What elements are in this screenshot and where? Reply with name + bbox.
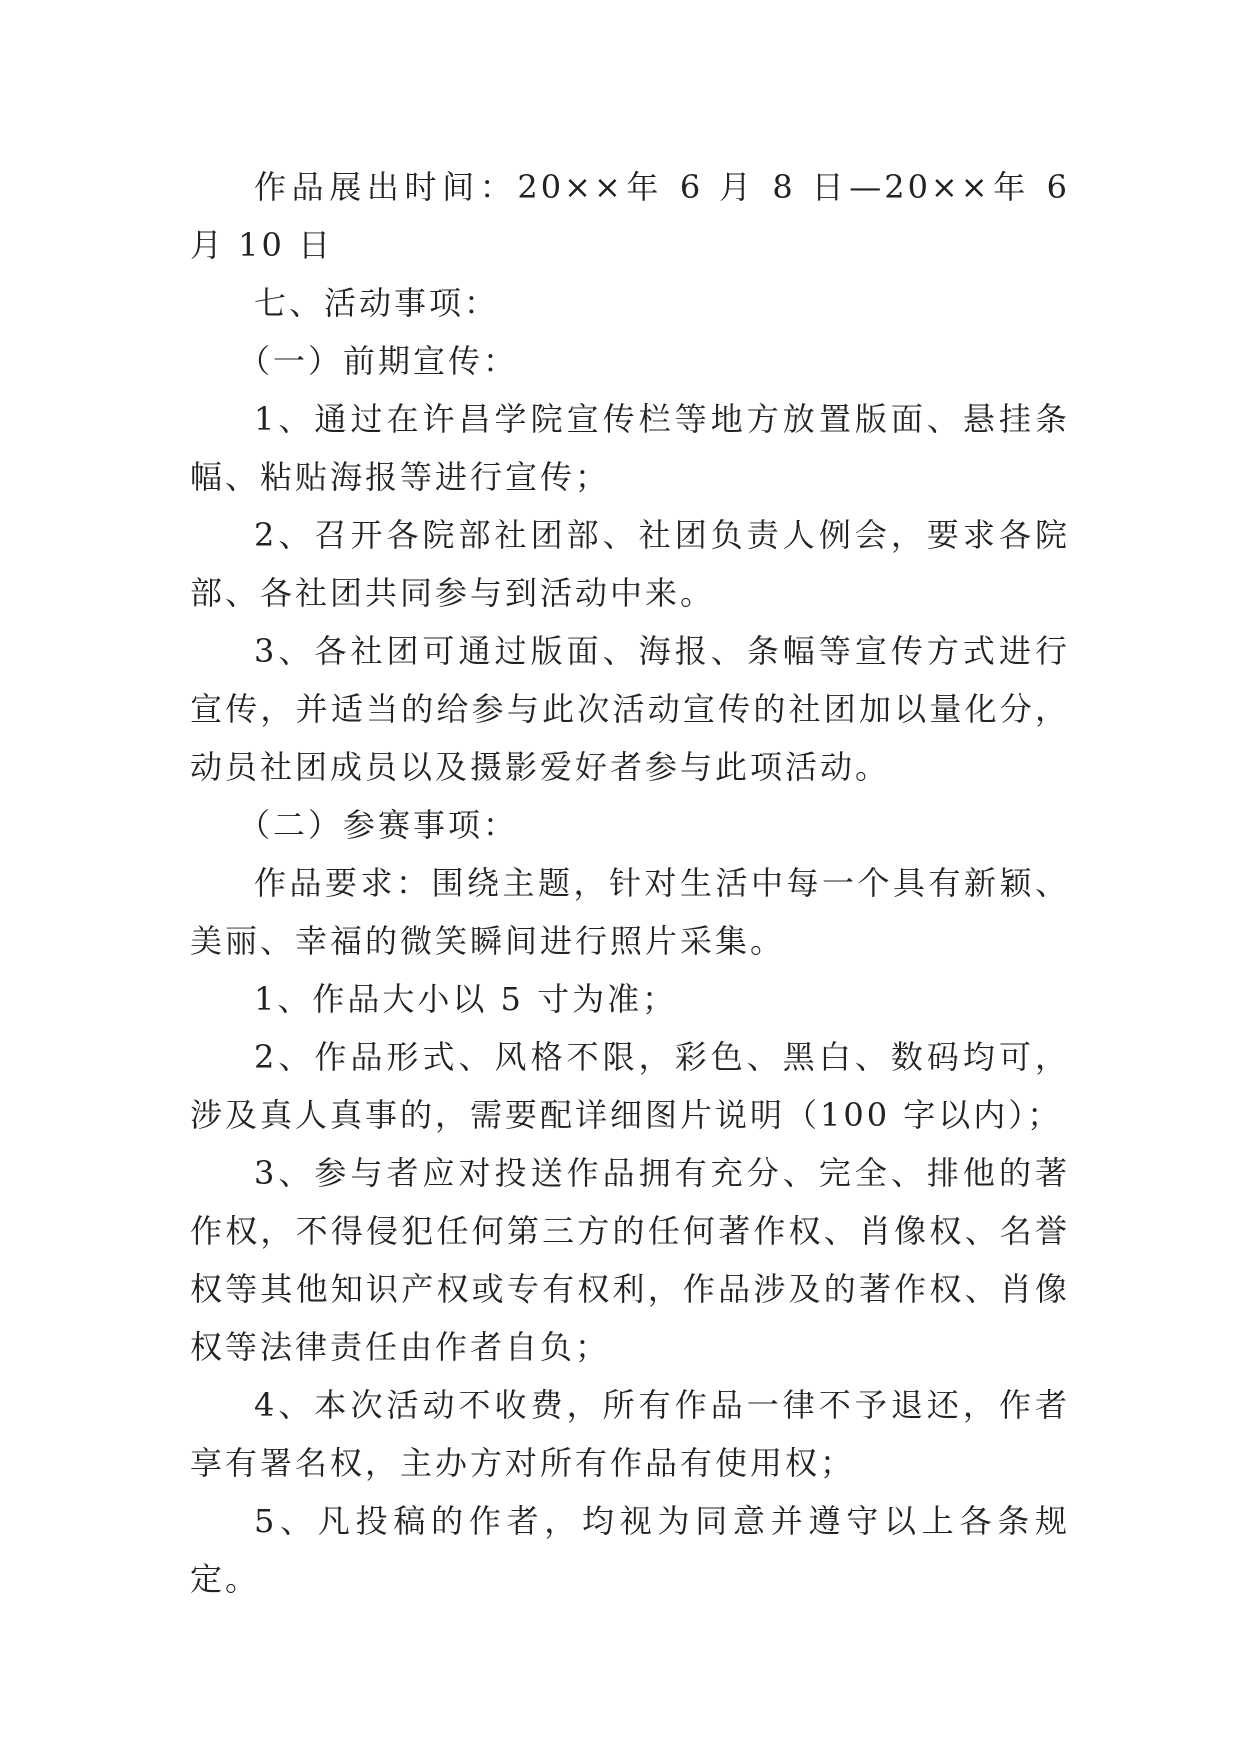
work-requirements-paragraph: 作品要求：围绕主题，针对生活中每一个具有新颖、美丽、幸福的微笑瞬间进行照片采集。 (190, 864, 1070, 960)
publicity-item-2: 2、召开各院部社团部、社团负责人例会，要求各院部、各社团共同参与到活动中来。 (190, 516, 1070, 612)
section-heading-activity-items: 七、活动事项： (254, 284, 500, 322)
entry-rule-1: 1、作品大小以 5 寸为准； (254, 980, 678, 1018)
entry-rule-5: 5、凡投稿的作者，均视为同意并遵守以上各条规定。 (190, 1502, 1070, 1598)
entry-rule-2: 2、作品形式、风格不限，彩色、黑白、数码均可，涉及真人真事的，需要配详细图片说明（100 字以内）； (190, 1038, 1070, 1134)
publicity-item-1: 1、通过在许昌学院宣传栏等地方放置版面、悬挂条幅、粘贴海报等进行宣传； (190, 400, 1070, 496)
entry-rule-4: 4、本次活动不收费，所有作品一律不予退还，作者享有署名权，主办方对所有作品有使用权； (190, 1386, 1070, 1482)
publicity-item-3: 3、各社团可通过版面、海报、条幅等宣传方式进行宣传，并适当的给参与此次活动宣传的社团加以量化分，动员社团成员以及摄影爱好者参与此项活动。 (190, 632, 1070, 786)
subsection-heading-entry-rules: （二）参赛事项： (238, 806, 519, 844)
subsection-heading-publicity: （一）前期宣传： (238, 342, 519, 380)
document-body (190, 158, 1070, 1608)
entry-rule-3: 3、参与者应对投送作品拥有充分、完全、排他的著作权，不得侵犯任何第三方的任何著作权、肖像权、名誉权等其他知识产权或专有权利，作品涉及的著作权、肖像权等法律责任由作者自负； (190, 1154, 1070, 1366)
exhibition-time-paragraph: 作品展出时间：20××年 6 月 8 日—20××年 6 月 10 日 (190, 168, 1070, 264)
